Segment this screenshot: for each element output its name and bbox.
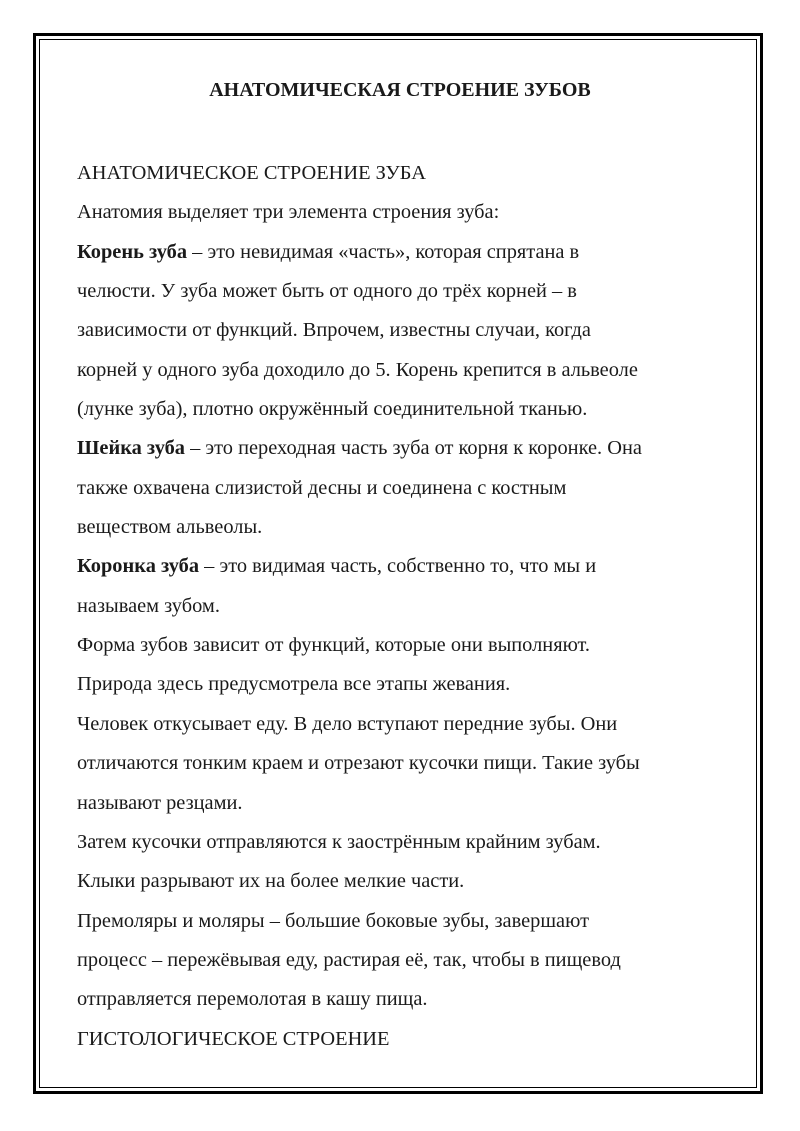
line-text: Затем кусочки отправляются к заострённым крайним зубам.	[77, 830, 601, 853]
line-text: челюсти. У зуба может быть от одного до трёх корней – в	[77, 280, 577, 303]
paragraph-line	[77, 508, 727, 547]
paragraph-line	[77, 784, 727, 823]
paragraph-line	[77, 311, 727, 350]
paragraph-line	[77, 233, 727, 272]
term-neck: Шейка зуба	[77, 437, 186, 460]
line-text: (лунке зуба), плотно окружённый соединительной тканью.	[77, 398, 588, 421]
paragraph-line	[77, 429, 727, 468]
line-text: Человек откусывает еду. В дело вступают передние зубы. Они	[77, 712, 618, 735]
paragraph-line	[77, 823, 727, 862]
line-text: Природа здесь предусмотрела все этапы жевания.	[77, 673, 511, 696]
line-text: – это переходная часть зуба от корня к коронке. Она	[185, 437, 642, 460]
line-text: корней у одного зуба доходило до 5. Корень крепится в альвеоле	[77, 358, 638, 381]
paragraph-line	[77, 705, 727, 744]
paragraph-line	[77, 469, 727, 508]
line-text: называют резцами.	[77, 791, 243, 814]
line-text: АНАТОМИЧЕСКОЕ СТРОЕНИЕ ЗУБА	[77, 162, 426, 184]
section-heading-anatomy	[77, 154, 727, 193]
document-body	[77, 154, 727, 1059]
line-text: – это невидимая «часть», которая спрятана в	[187, 240, 580, 263]
paragraph-line	[77, 587, 727, 626]
line-text: – это видимая часть, собственно то, что мы и	[199, 555, 597, 578]
line-text: отличаются тонким краем и отрезают кусочки пищи. Такие зубы	[77, 752, 640, 775]
paragraph-line	[77, 193, 727, 232]
paragraph-line	[77, 351, 727, 390]
paragraph-line	[77, 941, 727, 980]
line-text: называем зубом.	[77, 594, 220, 617]
line-text: Форма зубов зависит от функций, которые они выполняют.	[77, 634, 591, 657]
paragraph-line	[77, 390, 727, 429]
term-root: Корень зуба	[77, 240, 188, 263]
paragraph-line	[77, 272, 727, 311]
line-text: также охвачена слизистой десны и соединена с костным	[77, 476, 567, 499]
paragraph-line	[77, 547, 727, 586]
line-text: Клыки разрывают их на более мелкие части.	[77, 870, 465, 893]
line-text: процесс – пережёвывая еду, растирая её, так, чтобы в пищевод	[77, 948, 621, 971]
line-text: отправляется перемолотая в кашу пища.	[77, 988, 428, 1011]
paragraph-line	[77, 902, 727, 941]
line-text: Премоляры и моляры – большие боковые зубы, завершают	[77, 909, 589, 932]
paragraph-line	[77, 626, 727, 665]
line-text: Анатомия выделяет три элемента строения зуба:	[77, 201, 500, 224]
paragraph-line	[77, 744, 727, 783]
paragraph-line	[77, 665, 727, 704]
line-text: зависимости от функций. Впрочем, известны случаи, когда	[77, 319, 591, 342]
line-text: веществом альвеолы.	[77, 516, 263, 539]
section-heading-histology	[77, 1020, 727, 1059]
term-crown: Коронка зуба	[77, 555, 200, 578]
document-title: АНАТОМИЧЕСКАЯ СТРОЕНИЕ ЗУБОВ	[209, 79, 591, 101]
paragraph-line	[77, 862, 727, 901]
paragraph-line	[77, 980, 727, 1019]
line-text: ГИСТОЛОГИЧЕСКОЕ СТРОЕНИЕ	[77, 1027, 390, 1050]
